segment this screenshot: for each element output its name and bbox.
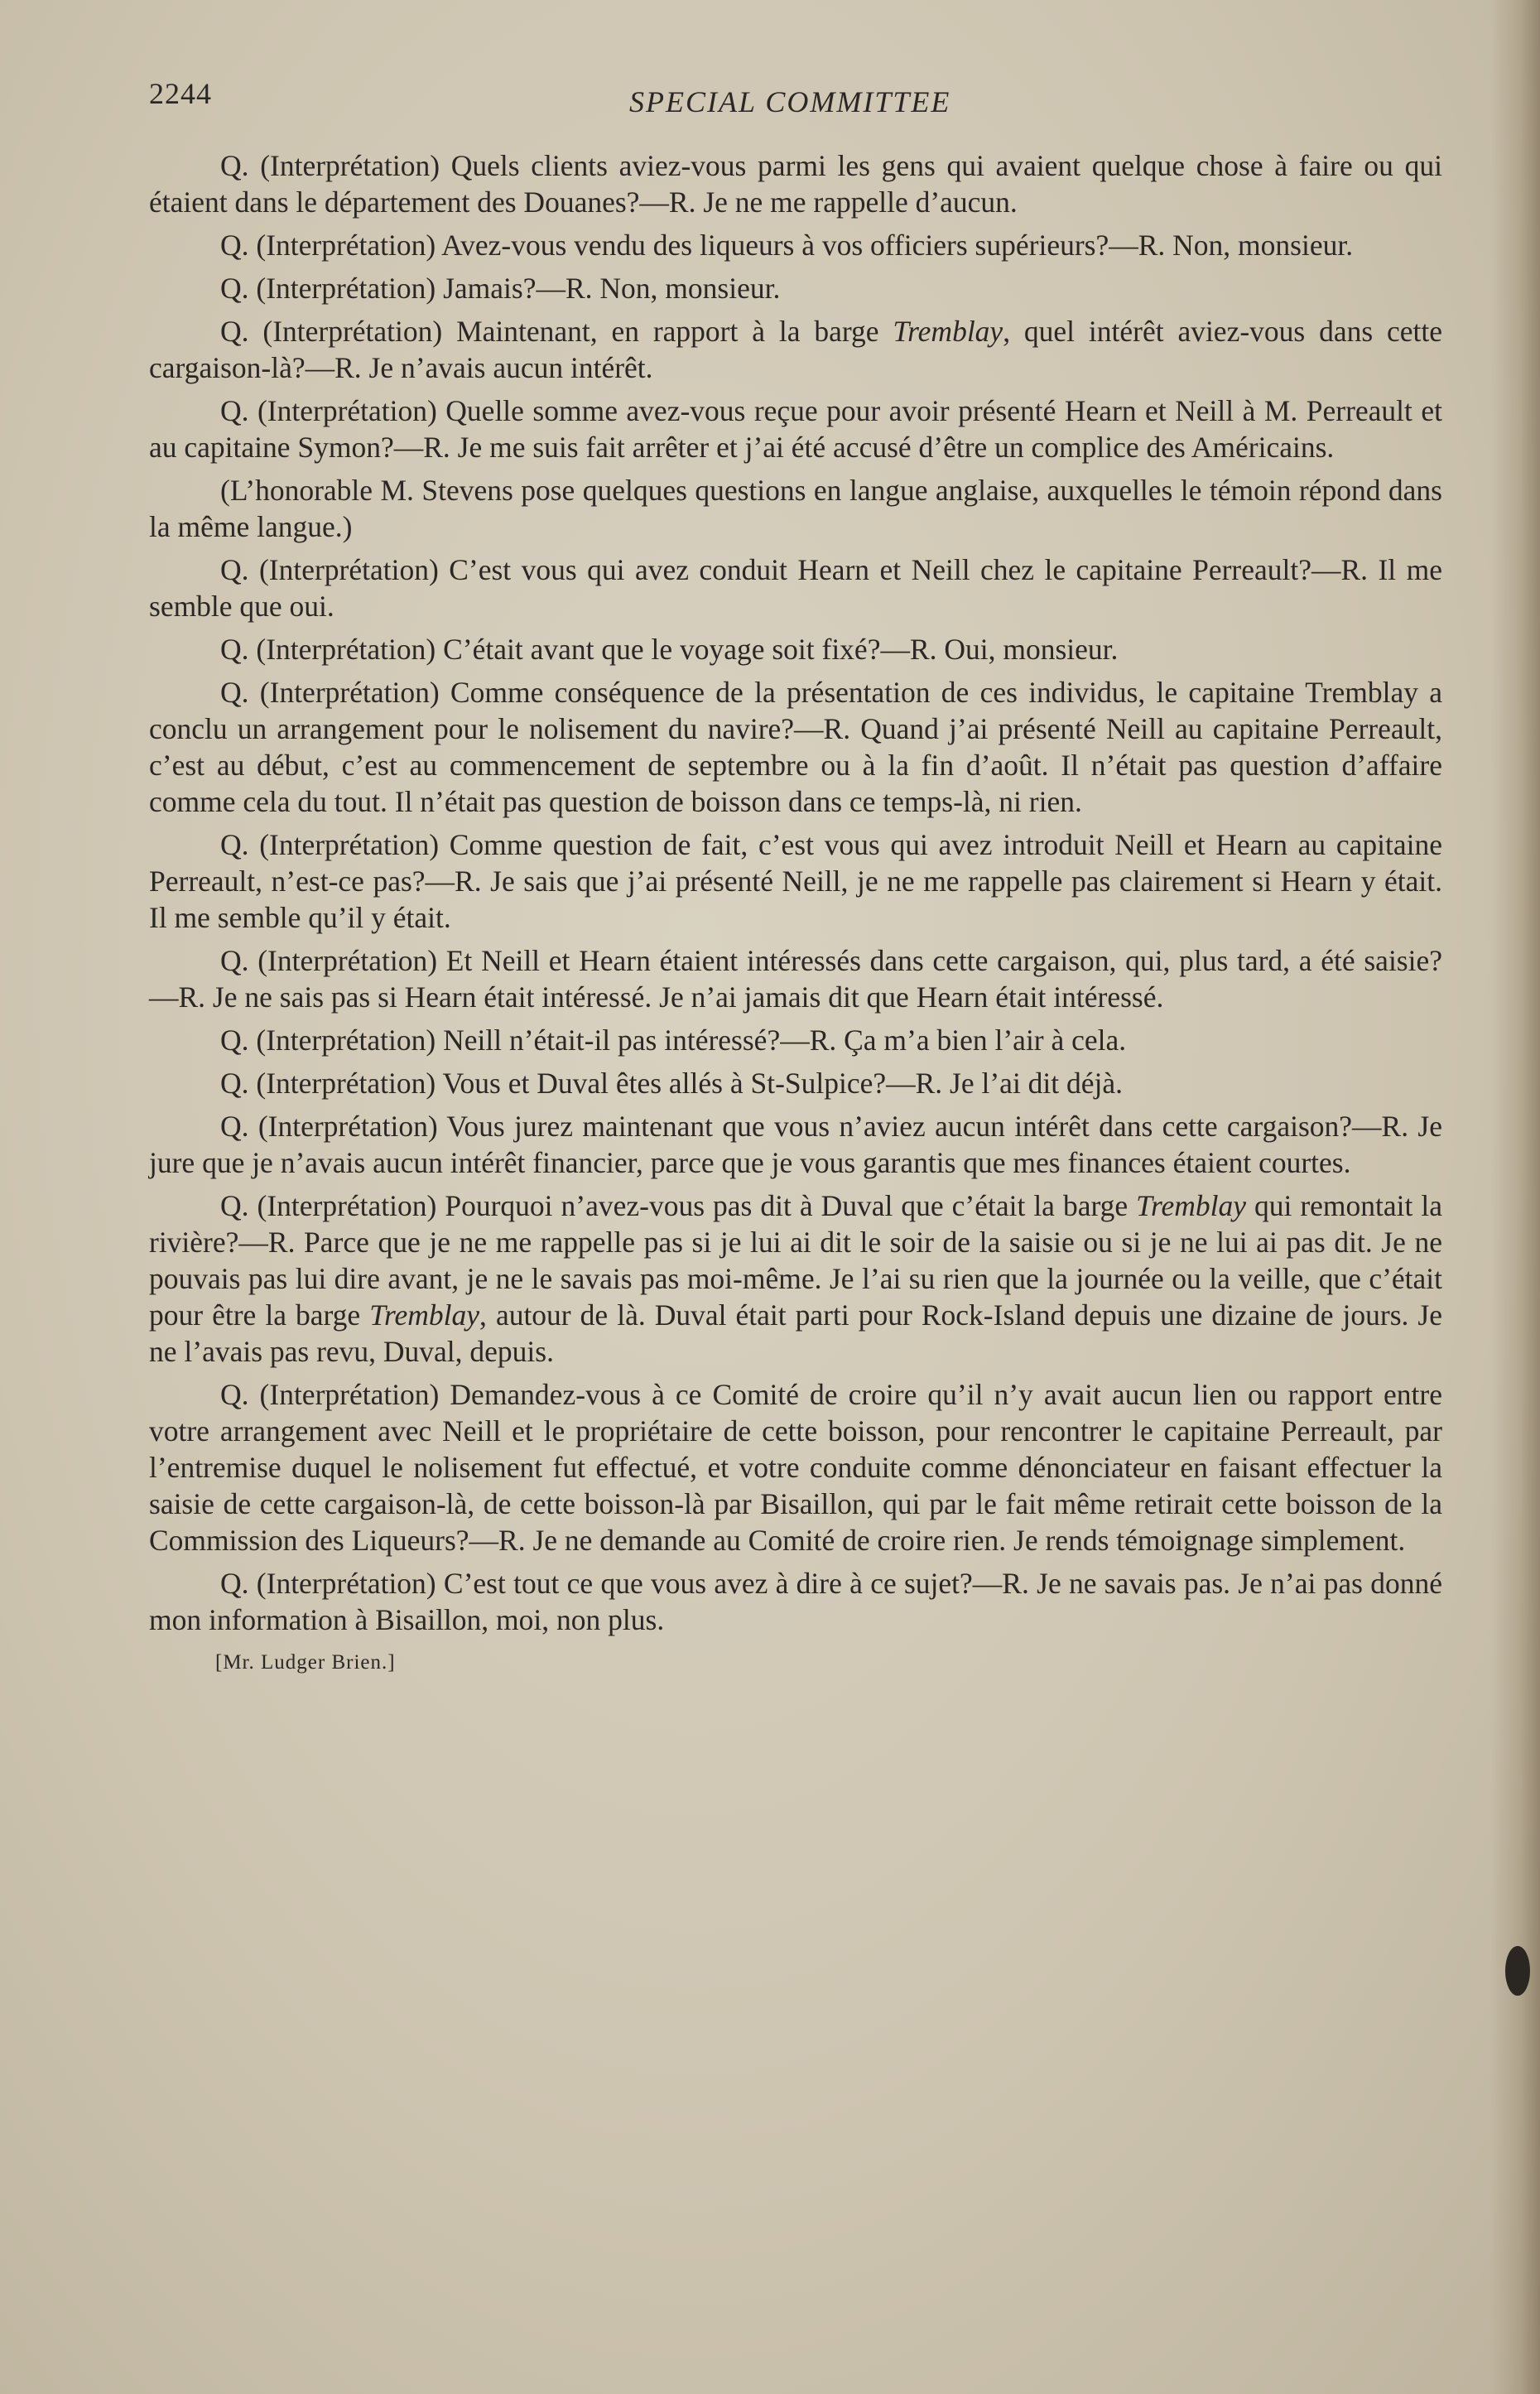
paragraph: Q. (Interprétation) Quelle somme avez-vous reçue pour avoir présenté Hearn et Neill à M. Perreault et au capitaine Symon?—R. Je me suis fait arrêter et j’ai été accusé d’être un complice des Américains. [149,394,1442,464]
page-number: 2244 [149,77,212,110]
paragraph [149,313,1442,386]
paragraph: Q. (Interprétation) C’était avant que le voyage soit fixé?—R. Oui, monsieur. [220,633,1119,666]
paragraph: Q. (Interprétation) Avez-vous vendu des liqueurs à vos officiers supérieurs?—R. Non, monsieur. [220,229,1354,262]
paragraph: Q. (Interprétation) Vous jurez maintenant que vous n’aviez aucun intérêt dans cette cargaison?—R. Je jure que je n’avais aucun intérêt financier, parce que je vous garantis que mes finances étaient courtes. [149,1110,1442,1179]
paragraph: Q. (Interprétation) Jamais?—R. Non, monsieur. [220,272,781,305]
paragraph: Q. (Interprétation) Comme question de fait, c’est vous qui avez introduit Neill et Hearn au capitaine Perreault, n’est-ce pas?—R. Je sais que j’ai présenté Neill, je ne me rappelle pas clairement si Hearn y était. Il me semble qu’il y était. [149,828,1442,934]
paragraph-text: , quel intérêt aviez-vous dans cette cargaison-là?—R. Je n’avais aucun intérêt. [149,315,1443,384]
speaker-tag: [Mr. Ludger Brien.] [215,1651,396,1674]
page-edge-shadow [1490,0,1540,2394]
paragraph: Q. (Interprétation) Vous et Duval êtes allés à St-Sulpice?—R. Je l’ai dit déjà. [220,1067,1124,1100]
paragraph: Q. (Interprétation) C’est vous qui avez conduit Hearn et Neill chez le capitaine Perreault?—R. Il me semble que oui. [149,553,1442,623]
paragraph: Q. (Interprétation) Demandez-vous à ce Comité de croire qu’il n’y avait aucun lien ou rapport entre votre arrangement avec Neill et le propriétaire de cette boisson, pour rencontrer le capitaine Perreault, par l’entremise duquel le nolisement fut effectué, et votre conduite comme dénonciateur en faisant effectuer la saisie de cette cargaison-là, de cette boisson-là par Bisaillon, qui par le fait même retirait cette boisson de la Commission des Liqueurs?—R. Je ne demande au Comité de croire rien. Je rends témoignage simplement. [149,1378,1442,1557]
paragraph-text: Q. (Interprétation) Pourquoi n’avez-vous pas dit à Duval que c’était la barge [220,1189,1137,1222]
paragraph: Q. (Interprétation) Comme conséquence de la présentation de ces individus, le capitaine Tremblay a conclu un arrangement pour le nolisement du navire?—R. Quand j’ai présenté Neill au capitaine Perreault, c’est au début, c’est au commencement de septembre ou à la fin d’août. Il n’était pas question d’affaire comme cela du tout. Il n’était pas question de boisson dans ce temps-là, ni rien. [149,676,1442,818]
paragraph [149,1187,1442,1370]
paragraph-text: , autour de là. Duval était parti pour Rock-Island depuis une dizaine de jours. Je ne l’avais pas revu, Duval, depuis. [149,1298,1442,1368]
paragraph-text: Q. (Interprétation) Maintenant, en rapport à la barge [220,315,893,348]
vessel-name: Tremblay [893,315,1003,348]
page-header [149,73,1441,123]
paragraph: Q. (Interprétation) Neill n’était-il pas intéressé?—R. Ça m’a bien l’air à cela. [220,1024,1127,1057]
running-head: SPECIAL COMMITTEE [629,85,951,118]
binding-hole-mark [1505,1946,1530,1996]
paragraph: Q. (Interprétation) C’est tout ce que vous avez à dire à ce sujet?—R. Je ne savais pas. Je n’ai pas donné mon information à Bisaillon, moi, non plus. [149,1567,1442,1636]
paragraph-text: qui remontait la rivière?—R. Parce que je ne me rappelle pas si je lui ai dit le soir de la saisie ou si je ne lui ai pas dit. Je ne pouvais pas lui dire avant, je ne le savais pas moi-même. Je l’ai su rien que la journée ou la veille, que c’était pour être la barge [149,1189,1442,1332]
vessel-name: Tremblay [369,1298,480,1332]
paragraph: Q. (Interprétation) Quels clients aviez-vous parmi les gens qui avaient quelque chose à faire ou qui étaient dans le département des Douanes?—R. Je ne me rappelle d’aucun. [149,149,1442,219]
transcript-body [149,147,1442,1681]
paragraph: Q. (Interprétation) Et Neill et Hearn étaient intéressés dans cette cargaison, qui, plus tard, a été saisie?—R. Je ne sais pas si Hearn était intéressé. Je n’ai jamais dit que Hearn était intéressé. [149,944,1442,1014]
vessel-name: Tremblay [1136,1189,1246,1222]
paragraph-note: (L’honorable M. Stevens pose quelques questions en langue anglaise, auxquelles le témoin répond dans la même langue.) [149,474,1442,543]
